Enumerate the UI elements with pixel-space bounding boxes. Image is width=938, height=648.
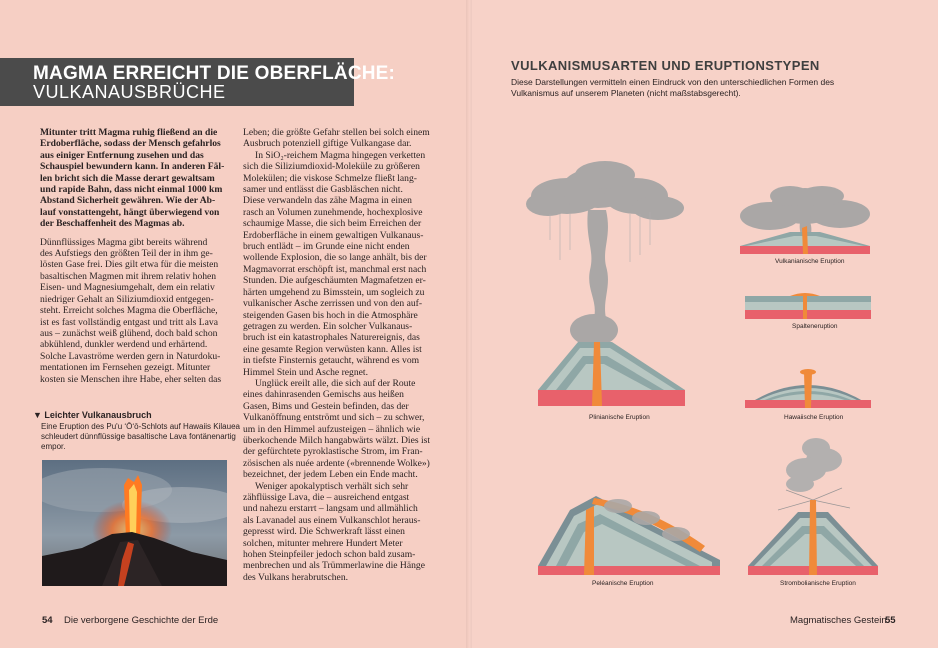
pelean-eruption-diagram <box>538 496 720 575</box>
text-line: Ausbruch potenziell giftige Vulkangase dar. <box>243 138 412 150</box>
fissure-eruption-diagram <box>745 293 871 319</box>
text-line: Diese verwandeln das zähe Magma in einen <box>243 195 412 207</box>
running-footer-left: Die verborgene Geschichte der Erde <box>64 615 219 626</box>
text-line: Stunden. Die aufgeschäumten Magmafetzen er- <box>243 275 426 287</box>
text-line: ist es fast vollständig entgast und tritt als Lava <box>40 316 218 328</box>
text-line: basaltischen Magmen mit ihrem relativ hohen <box>40 270 217 282</box>
text-line: rasch an Volumen zunehmende, hochexplosive <box>243 206 423 218</box>
text-line: Schauspiel bewundern kann. In anderen Fäl- <box>40 161 225 173</box>
label-strombolian: Strombolianische Eruption <box>780 580 856 587</box>
text-line: Eine Eruption des Pu'u ʻŌʻō-Schlots auf Hawaiis Kilauea <box>41 422 240 431</box>
text-line: getragen zu werden. Ein solcher Vulkanaus- <box>243 320 413 332</box>
label-hawaiian: Hawaiische Eruption <box>784 414 844 421</box>
caption-title-text: Leichter Vulkanausbruch <box>44 410 152 420</box>
text-line: der gefürchtete pyroklastische Strom, im Fran- <box>243 446 423 458</box>
running-footer-right: Magmatisches Gestein <box>790 615 887 626</box>
text-line: samer und entlässt die Gasbläschen nicht. <box>243 184 403 196</box>
text-line: Mitunter tritt Magma ruhig fließend an die <box>40 127 218 138</box>
text-line: aus einiger Entfernung zusehen und das <box>40 149 204 161</box>
section-title: VULKANISMUSARTEN UND ERUPTIONSTYPEN <box>511 58 820 73</box>
text-line: um in den Himmel aufzusteigen – ähnlich wie <box>243 423 421 435</box>
text-line: Erdoberfläche, sodass der Mensch gefahrlos <box>40 138 221 150</box>
text-line: eine gesamte Region verwüsten kann. Alles ist <box>243 343 422 355</box>
text-line: schleudert dünnflüssige basaltische Lava fontänenartig <box>41 432 236 441</box>
text-line: und rapide Bahn, dass nicht einmal 1000 km <box>40 184 223 196</box>
text-line: bezeichnet, der jedem Leben ein Ende macht. <box>243 469 418 481</box>
strombolian-eruption-diagram <box>748 438 878 575</box>
label-pelean: Peléanische Eruption <box>592 580 654 587</box>
text-line: in tiefste Finsternis getaucht, während es vom <box>243 355 420 367</box>
text-line: niedriger Gehalt an Siliziumdioxid entgegen- <box>40 293 214 305</box>
subtitle-line: Diese Darstellungen vermitteln einen Eindruck von den unterschiedlichen Formen des <box>511 77 835 87</box>
text-line: gepresst wird. Die Schwerkraft lässt einen <box>243 526 405 538</box>
text-line: und nahezu erstarrt – langsam und allmählich <box>243 503 418 515</box>
text-line: überkochende Milch hangabwärts wälzt. Dies ist <box>243 434 431 446</box>
page-subtitle: VULKANAUSBRÜCHE <box>33 82 226 102</box>
text-line: härten umgehend zu Bimsstein, um sogleich zu <box>243 286 425 298</box>
caption-title: ▼ Leichter Vulkanausbruch <box>33 410 152 420</box>
text-line: Dünnflüssiges Magma gibt bereits während <box>40 236 208 248</box>
text-line: steigenden Gasen bis hoch in die Atmosphäre <box>243 309 418 321</box>
text-line: vulkanischer Asche zerrissen und von den auf- <box>243 298 423 310</box>
text-line: des Vulkans herabrutschen. <box>243 571 349 583</box>
text-line: empor. <box>41 442 66 451</box>
page-number-right: 55 <box>885 615 896 626</box>
text-line: Weniger apokalyptisch verhält sich sehr <box>255 480 409 492</box>
text-line: bruch ist ein katastrophales Naturereignis, das <box>243 332 420 344</box>
text-line: len bricht sich die Masse derart gewaltsam <box>40 172 215 184</box>
text-line: schaumige Masse, die sich beim Erreichen der <box>243 218 422 230</box>
text-line: Unglück ereilt alle, die sich auf der Route <box>255 377 416 389</box>
subtitle-line: Vulkanismus auf unserem Planeten (nicht maßstabsgerecht). <box>511 88 741 98</box>
text-line: lauf vonstattengeht, hängt überwiegend von <box>40 206 220 218</box>
text-line: abkühlend, dunkler werdend und erhärtend. <box>40 339 208 351</box>
text-line: Abstand Sicherheit gewähren. Wie der Ab- <box>40 195 216 207</box>
text-line: Gasen, Bims und Gestein befinden, das der <box>243 400 409 412</box>
label-vulcanian: Vulkanianische Eruption <box>775 258 845 265</box>
text-line: Vulkanöffnung entströmt und sich – zu schwer, <box>243 412 425 424</box>
page-title: MAGMA ERREICHT DIE OBERFLÄCHE: <box>33 63 396 84</box>
text-line: als Lavanadel aus einem Vulkanschlot heraus- <box>243 514 421 526</box>
vulcanian-eruption-diagram <box>740 186 870 254</box>
page-number-left: 54 <box>42 615 53 626</box>
text-line: Leben; die größte Gefahr stellen bei solch einem <box>243 127 430 138</box>
text-line: solchen, mitunter mehrere Hundert Meter <box>243 537 403 549</box>
text-line: bruch entlädt – im Grunde eine nicht enden <box>243 241 410 253</box>
label-fissure: Spalteneruption <box>792 323 838 330</box>
text-line: wollende Explosion, die so lange anhält, bis der <box>243 252 427 264</box>
text-line: Solche Lavaströme werden gern in Naturdoku- <box>40 350 221 362</box>
label-plinian: Plinianische Eruption <box>589 414 650 421</box>
text-line: Eisen- und Magnesiumgehalt, dem ein relativ <box>40 282 215 294</box>
text-line: Himmel Stein und Asche regnet. <box>243 366 368 378</box>
text-line: hohen Steinpfeiler jedoch schon bald zusam- <box>243 549 416 561</box>
text-line: menbrechen und als Trümmerlawine die Hänge <box>243 560 425 572</box>
text-line: Erdoberfläche in einem gewaltigen Vulkanaus- <box>243 229 424 241</box>
text-line: zösischen als nuée ardente («brennende Wolke») <box>243 457 430 469</box>
text-line: lösten Gase frei. Dies gilt etwa für die meisten <box>40 259 219 271</box>
text-line: Magmavorrat erschöpft ist, manchmal erst nach <box>243 263 427 275</box>
text-line: des Aufstiegs den größten Teil der in ihm ge- <box>40 248 213 260</box>
hawaiian-eruption-diagram <box>745 369 871 408</box>
text-line: In SiO₂-reichem Magma hingegen verketten <box>255 149 426 161</box>
text-line: sich die Siliziumdioxid-Moleküle zu größeren <box>243 161 420 173</box>
plinian-eruption-diagram <box>526 161 685 406</box>
text-line: der Beschaffenheit des Magmas ab. <box>40 218 185 230</box>
text-line: steht. Erreicht solches Magma die Oberfläche, <box>40 305 218 317</box>
text-line: kosten sie Menschen ihre Habe, eher selten das <box>40 373 222 385</box>
text-line: eines dahinrasenden Gemischs aus heißen <box>243 389 404 401</box>
text-line: aus – zunächst weiß glühend, doch bald schon <box>40 327 218 339</box>
text-line: Molekülen; die viskose Schmelze fließt lang- <box>243 172 417 184</box>
text-line: mentationen im Fernsehen gezeigt. Mitunter <box>40 362 211 374</box>
text-line: zähflüssige Lava, die – ausreichend entgast <box>243 492 410 503</box>
